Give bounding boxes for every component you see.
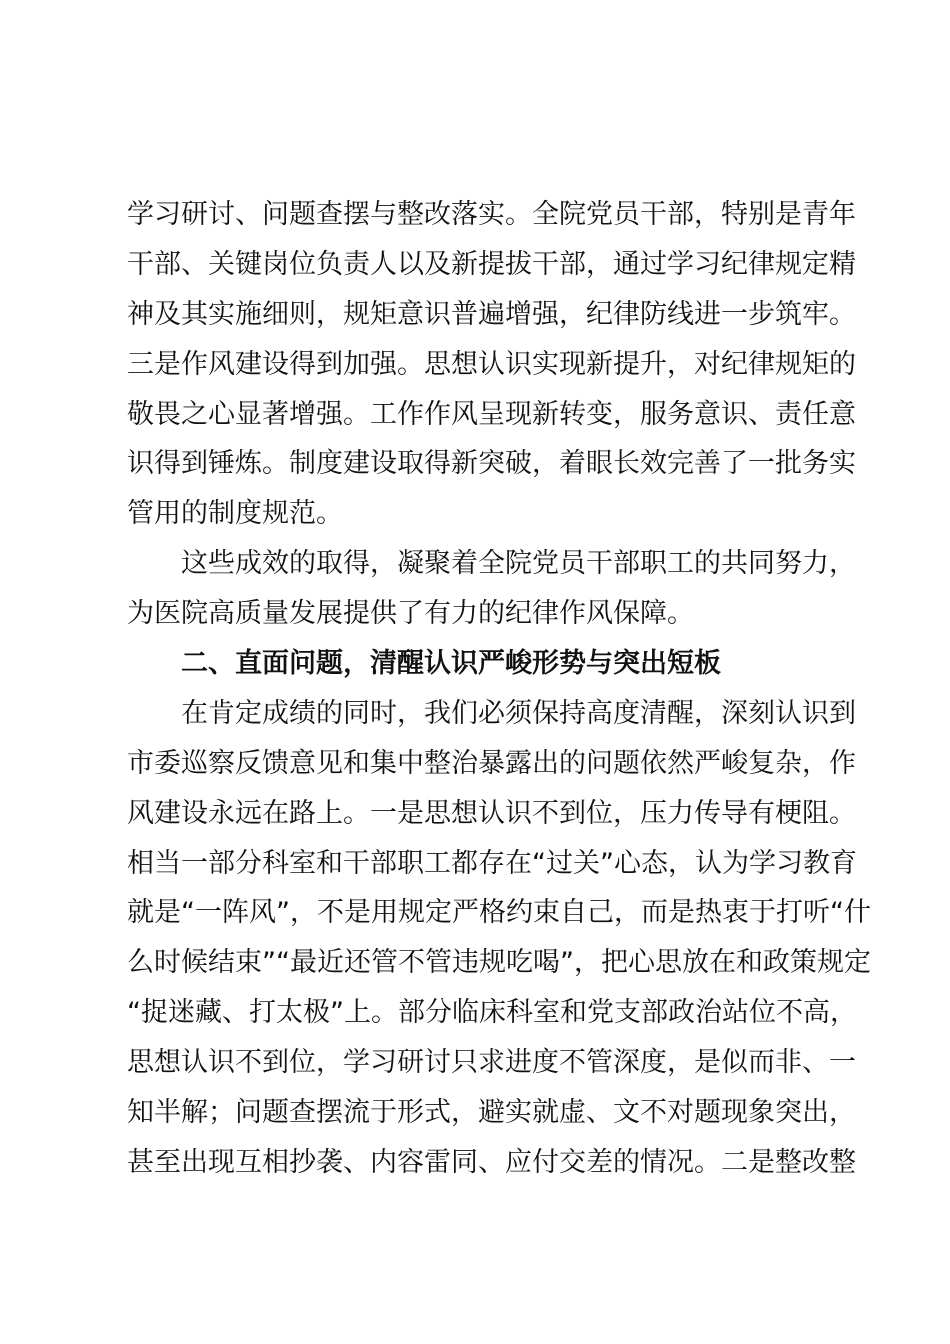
paragraph-line: 就是“一阵风”，不是用规定严格约束自己，而是热衷于打听“什 <box>127 897 871 929</box>
paragraph-line: “捉迷藏、打太极”上。部分临床科室和党支部政治站位不高， <box>127 997 857 1029</box>
paragraph-line: 神及其实施细则，规矩意识普遍增强，纪律防线进一步筑牢。 <box>127 298 856 330</box>
paragraph-line: 市委巡察反馈意见和集中整治暴露出的问题依然严峻复杂，作 <box>127 747 856 779</box>
paragraph-line: 风建设永远在路上。一是思想认识不到位，压力传导有梗阻。 <box>127 797 856 829</box>
paragraph-line: 相当一部分科室和干部职工都存在“过关”心态，认为学习教育 <box>127 847 857 879</box>
paragraph-line: 思想认识不到位，学习研讨只求进度不管深度，是似而非、一 <box>127 1047 856 1079</box>
paragraph-line: 三是作风建设得到加强。思想认识实现新提升，对纪律规矩的 <box>127 348 856 380</box>
paragraph-line: 甚至出现互相抄袭、内容雷同、应付交差的情况。二是整改整 <box>127 1146 856 1178</box>
document-body <box>127 190 871 1188</box>
paragraph-line: 敬畏之心显著增强。工作作风呈现新转变，服务意识、责任意 <box>127 398 856 430</box>
paragraph-line: 么时候结束”“最近还管不管违规吃喝”，把心思放在和政策规定 <box>127 947 871 979</box>
paragraph-line: 识得到锤炼。制度建设取得新突破，着眼长效完善了一批务实 <box>127 448 856 480</box>
paragraph-line: 学习研讨、问题查摆与整改落实。全院党员干部，特别是青年 <box>127 199 856 230</box>
paragraph-line: 在肯定成绩的同时，我们必须保持高度清醒，深刻认识到 <box>181 697 856 729</box>
paragraph-line: 为医院高质量发展提供了有力的纪律作风保障。 <box>127 598 694 630</box>
paragraph-line: 这些成效的取得，凝聚着全院党员干部职工的共同努力， <box>181 548 856 580</box>
section-heading: 二、直面问题，清醒认识严峻形势与突出短板 <box>181 648 721 680</box>
paragraph-line: 知半解；问题查摆流于形式，避实就虚、文不对题现象突出， <box>127 1097 856 1129</box>
paragraph-line: 干部、关键岗位负责人以及新提拔干部，通过学习纪律规定精 <box>127 248 856 280</box>
paragraph-line: 管用的制度规范。 <box>127 498 343 530</box>
